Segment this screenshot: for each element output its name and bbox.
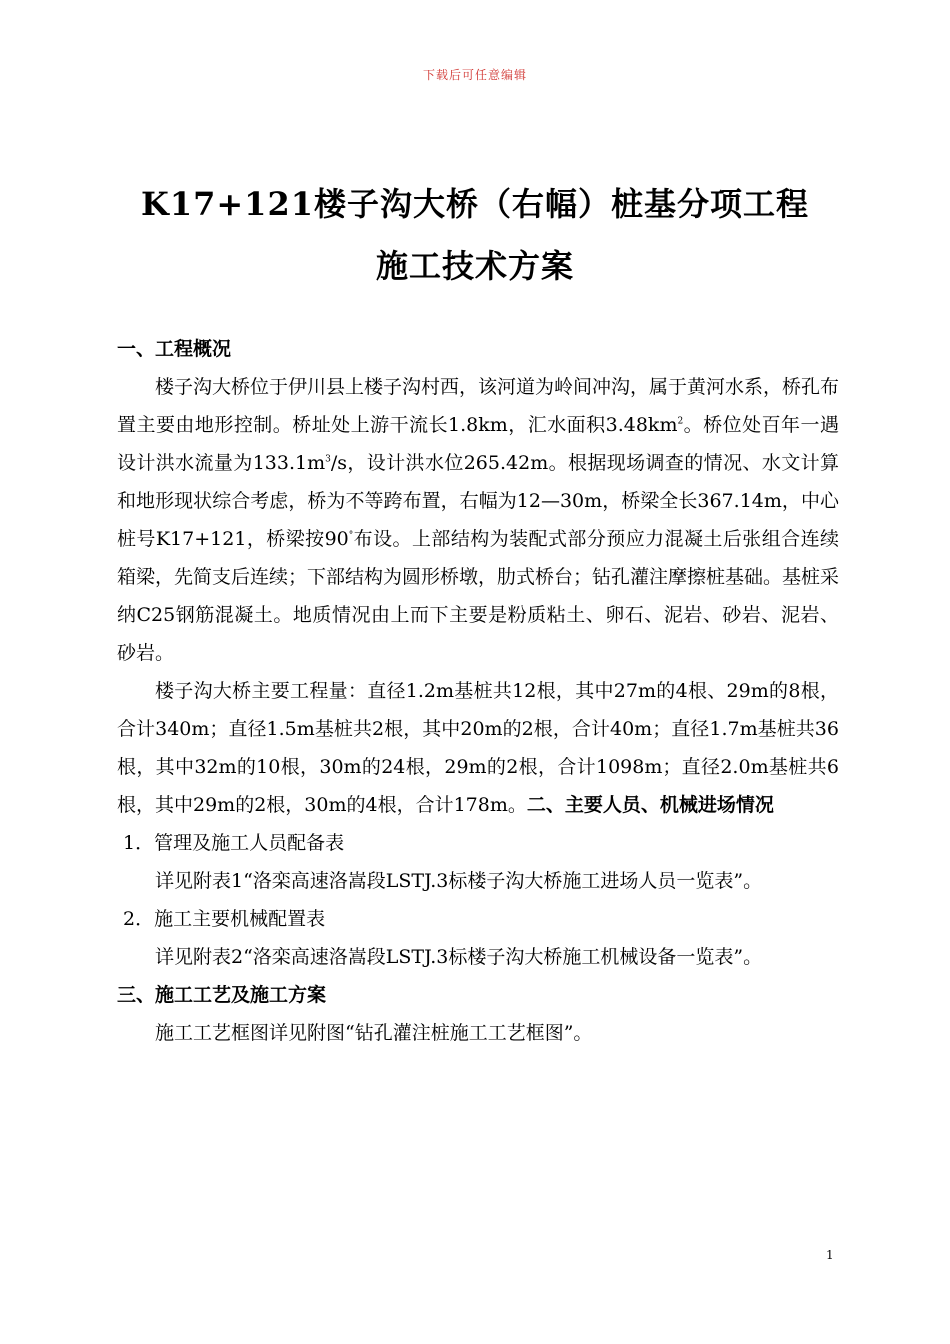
document-body	[117, 330, 839, 1052]
page-number: 1	[826, 1248, 834, 1262]
section1-paragraph2	[117, 672, 839, 824]
section3-heading: 三、施工工艺及施工方案	[117, 984, 327, 1006]
section1-paragraph1-part-c: /s，设计洪水位265.42m。根据现场调查的情况、水文计算和地形现状综合考虑，桥为不等跨布置，右幅为12—30m，桥梁全长367.14m，中心桩号K17+121，桥梁按90	[117, 452, 839, 550]
superscript-3: 3	[325, 454, 331, 465]
section2-item2-text: 详见附表2“洛栾高速洛嵩段LSTJ.3标楼子沟大桥施工机械设备一览表”。	[155, 946, 763, 968]
section1-heading: 一、工程概况	[117, 338, 232, 360]
section1-paragraph1-part-d: 布设。上部结构为装配式部分预应力混凝土后张组合连续箱梁，先简支后连续；下部结构为圆形桥墩，肋式桥台；钻孔灌注摩擦桩基础。基桩采纳C25钢筋混凝土。地质情况由上而下主要是粉质粘土、卵石、泥岩、砂岩、泥岩、砂岩。	[117, 528, 840, 664]
section3-paragraph1: 施工工艺框图详见附图“钻孔灌注桩施工工艺框图”。	[155, 1022, 593, 1044]
superscript-degree: °	[348, 530, 354, 541]
section1-paragraph2-text: 楼子沟大桥主要工程量：直径1.2m基桩共12根，其中27m的4根、29m的8根，合计340m；直径1.5m基桩共2根，其中20m的2根，合计40m；直径1.7m基桩共36根，其中32m的10根，30m的24根，29m的2根，合计1098m；直径2.0m基桩共6根，其中29m的2根，30m的4根，合计178m。	[117, 680, 839, 816]
section1-paragraph1	[117, 368, 839, 672]
section2-heading: 二、主要人员、机械进场情况	[526, 794, 774, 816]
section1-paragraph1-part-a: 楼子沟大桥位于伊川县上楼子沟村西，该河道为岭间冲沟，属于黄河水系，桥孔布置主要由地形控制。桥址处上游干流长1.8km，汇水面积3.48km	[117, 376, 840, 436]
section1-paragraph1-part-b: 。桥位处百年一遇设计洪水流量为133.1m	[117, 414, 839, 474]
document-title-line2: 施工技术方案	[375, 247, 574, 285]
document-title-line1: K17+121楼子沟大桥（右幅）桩基分项工程	[141, 185, 809, 223]
section2-item1-text: 详见附表1“洛栾高速洛嵩段LSTJ.3标楼子沟大桥施工进场人员一览表”。	[155, 870, 763, 892]
section2-item2: 2．施工主要机械配置表	[123, 908, 326, 930]
superscript-2: 2	[677, 416, 684, 427]
section2-item1: 1．管理及施工人员配备表	[123, 832, 345, 854]
header-note: 下载后可任意编辑	[422, 68, 527, 82]
